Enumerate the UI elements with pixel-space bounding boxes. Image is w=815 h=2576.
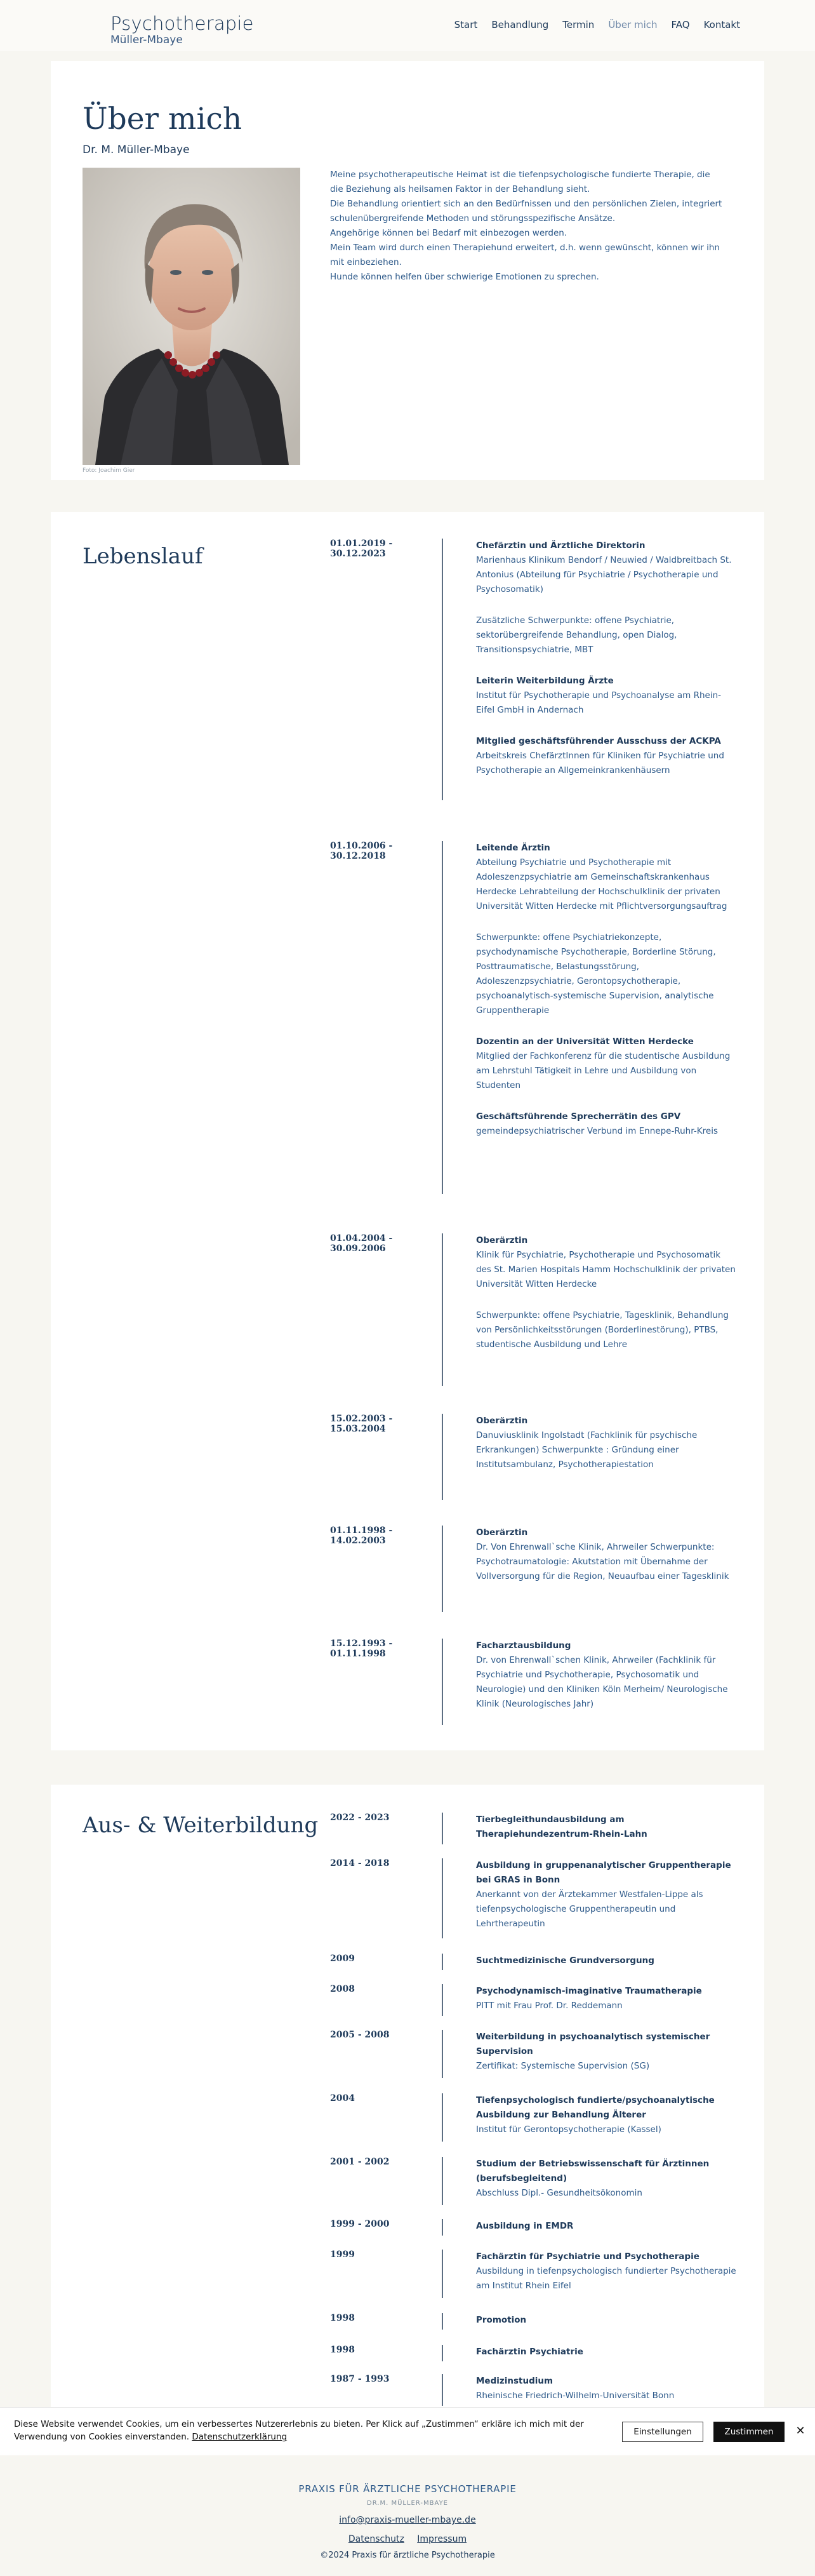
- cv-block: [476, 1035, 736, 1093]
- about-paragraph: Die Behandlung orientiert sich an den Bedürfnissen und den persönlichen Zielen, integriert schulenübergreifende Methoden und störungsspezifische Ansätze.: [330, 199, 722, 224]
- cv-block: [476, 1233, 736, 1292]
- education-section: [51, 1785, 764, 2420]
- timeline-line: [442, 841, 443, 1194]
- cookie-settings-button[interactable]: Einstellungen: [622, 2422, 703, 2442]
- cv-body: Arbeitskreis ChefärztInnen für Kliniken für Psychiatrie und Psychotherapie an Allgemeinkrankenhäusern: [476, 751, 724, 775]
- edu-heading: Ausbildung in EMDR: [476, 2221, 574, 2231]
- about-paragraph: Hunde können helfen über schwierige Emotionen zu sprechen.: [330, 272, 599, 282]
- edu-date: 2004: [330, 2093, 355, 2103]
- edu-heading: Promotion: [476, 2315, 527, 2325]
- edu-heading: Fachärztin Psychiatrie: [476, 2347, 583, 2357]
- footer-copyright: ©2024 Praxis für ärztliche Psychotherapie: [320, 2551, 495, 2560]
- about-paragraph: Angehörige können bei Bedarf mit einbezogen werden.: [330, 228, 567, 238]
- edu-body: Ausbildung in tiefenpsychologisch fundierter Psychotherapie am Institut Rhein Eifel: [476, 2266, 736, 2291]
- cv-date: 01.10.2006 - 30.12.2018: [330, 841, 393, 861]
- timeline-line: [442, 2219, 443, 2236]
- cv-block: [476, 930, 736, 1018]
- footer-imprint-link[interactable]: Impressum: [417, 2534, 467, 2544]
- edu-heading: Suchtmedizinische Grundversorgung: [476, 1955, 654, 1966]
- portrait-photo: [83, 168, 300, 465]
- cv-content: [476, 841, 736, 1155]
- edu-heading: Tiefenpsychologisch fundierte/psychoanalytische Ausbildung zur Behandlung Älterer: [476, 2095, 715, 2120]
- timeline-line: [442, 2157, 443, 2205]
- cv-body: Abteilung Psychiatrie und Psychotherapie mit Adoleszenzpsychiatrie am Gemeinschaftskrankenhaus Herdecke Lehrabteilung der Hochschulklinik der privaten Universität Witten Herdecke mit Pflichtversorgungsauftrag: [476, 857, 727, 911]
- cv-block: [476, 841, 736, 914]
- cv-body: Marienhaus Klinikum Bendorf / Neuwied / Waldbreitbach St. Antonius (Abteilung für Psychiatrie / Psychotherapie und Psychosomatik): [476, 555, 732, 594]
- doctor-name: Dr. M. Müller-Mbaye: [83, 144, 190, 156]
- edu-body: Abschluss Dipl.- Gesundheitsökonomin: [476, 2188, 642, 2198]
- edu-heading: Weiterbildung in psychoanalytisch systemischer Supervision: [476, 2032, 710, 2056]
- cv-content: [476, 1639, 736, 1728]
- cookie-message: Diese Website verwendet Cookies, um ein verbessertes Nutzererlebnis zu bieten. Per Klick auf „Zustimmen“ erkläre ich mich mit der Verwendung von Cookies einverstanden.: [14, 2419, 584, 2442]
- footer-title: PRAXIS FÜR ÄRZTLICHE PSYCHOTHERAPIE: [298, 2483, 517, 2495]
- cv-heading: Chefärztin und Ärztliche Direktorin: [476, 540, 646, 551]
- photo-credit: Foto: Joachim Gier: [83, 467, 135, 474]
- cv-block: [476, 1639, 736, 1712]
- edu-body: Anerkannt von der Ärztekammer Westfalen-Lippe als tiefenpsychologische Gruppentherapeutin und Lehrtherapeutin: [476, 1889, 703, 1929]
- cv-content: [476, 1526, 736, 1600]
- footer-privacy-link[interactable]: Datenschutz: [348, 2534, 404, 2544]
- edu-body: Institut für Gerontopsychotherapie (Kassel): [476, 2124, 661, 2135]
- cv-title: Lebenslauf: [83, 544, 203, 569]
- about-paragraph: Mein Team wird durch einen Therapiehund erweitert, d.h. wenn gewünscht, können wir ihn mit einbeziehen.: [330, 243, 720, 267]
- edu-body: PITT mit Frau Prof. Dr. Reddemann: [476, 2001, 623, 2011]
- edu-content: [476, 2250, 736, 2293]
- edu-date: 2005 - 2008: [330, 2030, 390, 2040]
- cv-heading: Oberärztin: [476, 1527, 528, 1538]
- cv-body: Klinik für Psychiatrie, Psychotherapie und Psychosomatik des St. Marien Hospitals Hamm Hochschulklinik der privaten Universität Witten Herdecke: [476, 1250, 736, 1289]
- brand-subtitle: Müller-Mbaye: [110, 34, 183, 46]
- cookie-banner: [0, 2407, 815, 2455]
- edu-date: 2008: [330, 1984, 355, 1994]
- cv-block: [476, 1414, 736, 1472]
- cv-content: [476, 1233, 736, 1369]
- timeline-line: [442, 2250, 443, 2298]
- page-title: Über mich: [83, 102, 242, 137]
- about-text: [330, 168, 724, 285]
- edu-content: [476, 1813, 736, 1842]
- timeline-line: [442, 2093, 443, 2142]
- cv-heading: Oberärztin: [476, 1235, 528, 1245]
- cv-body: Schwerpunkte: offene Psychiatriekonzepte, psychodynamische Psychotherapie, Borderline Störung, Posttraumatische, Belastungsstörung, Adoleszenzpsychiatrie, Gerontopsychotherapie, psychoanalytisch-systemische Supervision, analytische Gruppentherapie: [476, 932, 716, 1016]
- site-footer: [0, 2455, 815, 2576]
- edu-date: 2009: [330, 1954, 355, 1964]
- cv-heading: Oberärztin: [476, 1416, 528, 1426]
- edu-content: [476, 2157, 736, 2201]
- nav-kontakt[interactable]: Kontakt: [703, 19, 740, 30]
- cv-block: [476, 1526, 736, 1584]
- cv-date: 01.04.2004 - 30.09.2006: [330, 1233, 393, 1254]
- footer-subtitle: DR.M. MÜLLER-MBAYE: [367, 2500, 448, 2507]
- cv-content: [476, 539, 736, 795]
- edu-content: [476, 1984, 736, 2013]
- edu-content: [476, 2219, 736, 2234]
- edu-content: [476, 2093, 736, 2137]
- cv-content: [476, 1414, 736, 1489]
- edu-content: [476, 2030, 736, 2074]
- timeline-line: [442, 1984, 443, 2016]
- brand-logo[interactable]: [110, 13, 254, 46]
- cv-heading: Mitglied geschäftsführender Ausschuss der ACKPA: [476, 736, 721, 746]
- nav-start[interactable]: Start: [454, 19, 478, 30]
- cv-body: Mitglied der Fachkonferenz für die studentische Ausbildung am Lehrstuhl Tätigkeit in Lehre und Ausbildung von Studenten: [476, 1051, 731, 1090]
- timeline-line: [442, 1526, 443, 1612]
- cv-block: [476, 614, 736, 657]
- edu-date: 2022 - 2023: [330, 1813, 390, 1823]
- edu-heading: Studium der Betriebswissenschaft für Ärztinnen (berufsbegleitend): [476, 2159, 710, 2184]
- cv-body: Schwerpunkte: offene Psychiatrie, Tagesklinik, Behandlung von Persönlichkeitsstörungen (Borderlinestörung), PTBS, studentische Ausbildung und Lehre: [476, 1310, 729, 1350]
- footer-links: [0, 2534, 815, 2544]
- cv-block: [476, 539, 736, 597]
- cv-body: Danuviusklinik Ingolstadt (Fachklinik für psychische Erkrankungen) Schwerpunkte : Gründung einer Institutsambulanz, Psychotherapiestation: [476, 1430, 698, 1470]
- cv-body: Institut für Psychotherapie und Psychoanalyse am Rhein-Eifel GmbH in Andernach: [476, 690, 722, 715]
- cv-section: [51, 512, 764, 1750]
- cv-body: Dr. Von Ehrenwall`sche Klinik, Ahrweiler Schwerpunkte: Psychotraumatologie: Akutstation mit Übernahme der Vollversorgung für die Region, Neuaufbau einer Tagesklinik: [476, 1542, 729, 1581]
- edu-date: 1999: [330, 2250, 355, 2260]
- timeline-line: [442, 2313, 443, 2330]
- cv-date: 15.12.1993 - 01.11.1998: [330, 1639, 393, 1659]
- edu-heading: Psychodynamisch-imaginative Traumatherapie: [476, 1986, 702, 1996]
- edu-heading: Medizinstudium: [476, 2376, 553, 2386]
- cv-heading: Facharztausbildung: [476, 1640, 571, 1651]
- timeline-line: [442, 539, 443, 800]
- cv-body: Dr. von Ehrenwall`schen Klinik, Ahrweiler (Fachklinik für Psychiatrie und Psychotherapie, Psychosomatik und Neurologie) und den Kliniken Köln Merheim/ Neurologische Klinik (Neurologisches Jahr): [476, 1655, 728, 1709]
- cv-date: 15.02.2003 - 15.03.2004: [330, 1414, 393, 1434]
- footer-email-link[interactable]: info@praxis-mueller-mbaye.de: [339, 2515, 476, 2525]
- edu-date: 2001 - 2002: [330, 2157, 390, 2167]
- edu-content: [476, 2345, 736, 2359]
- nav-ueber-mich[interactable]: Über mich: [608, 19, 658, 30]
- cv-body: gemeindepsychiatrischer Verbund im Ennepe-Ruhr-Kreis: [476, 1126, 718, 1136]
- timeline-line: [442, 1858, 443, 1938]
- nav-faq[interactable]: FAQ: [671, 19, 690, 30]
- edu-heading: Fachärztin für Psychiatrie und Psychotherapie: [476, 2251, 699, 2262]
- cv-block: [476, 1308, 736, 1352]
- nav-behandlung[interactable]: Behandlung: [491, 19, 549, 30]
- site-header: [0, 0, 815, 51]
- cv-heading: Leiterin Weiterbildung Ärzte: [476, 676, 614, 686]
- cv-heading: Geschäftsführende Sprecherrätin des GPV: [476, 1111, 681, 1122]
- edu-heading: Tierbegleithundausbildung am Therapiehundezentrum-Rhein-Lahn: [476, 1815, 647, 1839]
- education-title: Aus- & Weiterbildung: [83, 1813, 319, 1838]
- about-paragraph: Meine psychotherapeutische Heimat ist die tiefenpsychologische fundierte Therapie, die die Beziehung als heilsamen Faktor in der Behandlung sieht.: [330, 170, 710, 194]
- edu-content: [476, 2374, 736, 2403]
- edu-heading: Ausbildung in gruppenanalytischer Gruppentherapie bei GRAS in Bonn: [476, 1860, 731, 1885]
- edu-date: 1998: [330, 2313, 355, 2323]
- privacy-policy-link[interactable]: Datenschutzerklärung: [192, 2432, 288, 2442]
- timeline-line: [442, 1954, 443, 1970]
- about-section: [51, 61, 764, 480]
- cv-block: [476, 1110, 736, 1139]
- main-nav: [441, 19, 740, 30]
- edu-content: [476, 1858, 736, 1931]
- nav-termin[interactable]: Termin: [562, 19, 595, 30]
- edu-date: 1998: [330, 2345, 355, 2355]
- timeline-line: [442, 2030, 443, 2078]
- close-icon[interactable]: ✕: [795, 2424, 805, 2438]
- edu-date: 1987 - 1993: [330, 2374, 390, 2384]
- timeline-line: [442, 1639, 443, 1725]
- brand-title: Psychotherapie: [110, 13, 254, 34]
- edu-date: 1999 - 2000: [330, 2219, 390, 2229]
- cookie-text: [14, 2418, 617, 2443]
- cv-date: 01.01.2019 - 30.12.2023: [330, 539, 393, 559]
- edu-content: [476, 1954, 736, 1968]
- edu-body: Rheinische Friedrich-Wilhelm-Universität Bonn: [476, 2391, 675, 2401]
- cv-heading: Dozentin an der Universität Witten Herdecke: [476, 1036, 694, 1047]
- portrait-illustration: [83, 168, 300, 465]
- timeline-line: [442, 1414, 443, 1500]
- cv-block: [476, 674, 736, 718]
- edu-content: [476, 2313, 736, 2328]
- cv-date: 01.11.1998 - 14.02.2003: [330, 1526, 393, 1546]
- cv-block: [476, 734, 736, 778]
- timeline-line: [442, 1233, 443, 1386]
- timeline-line: [442, 1813, 443, 1844]
- edu-date: 2014 - 2018: [330, 1858, 390, 1868]
- edu-body: Zertifikat: Systemische Supervision (SG): [476, 2061, 650, 2071]
- cv-body: Zusätzliche Schwerpunkte: offene Psychiatrie, sektorübergreifende Behandlung, open Dialog, Transitionspsychiatrie, MBT: [476, 615, 677, 655]
- timeline-line: [442, 2374, 443, 2406]
- cv-heading: Leitende Ärztin: [476, 843, 550, 853]
- cookie-accept-button[interactable]: Zustimmen: [713, 2422, 785, 2442]
- timeline-line: [442, 2345, 443, 2361]
